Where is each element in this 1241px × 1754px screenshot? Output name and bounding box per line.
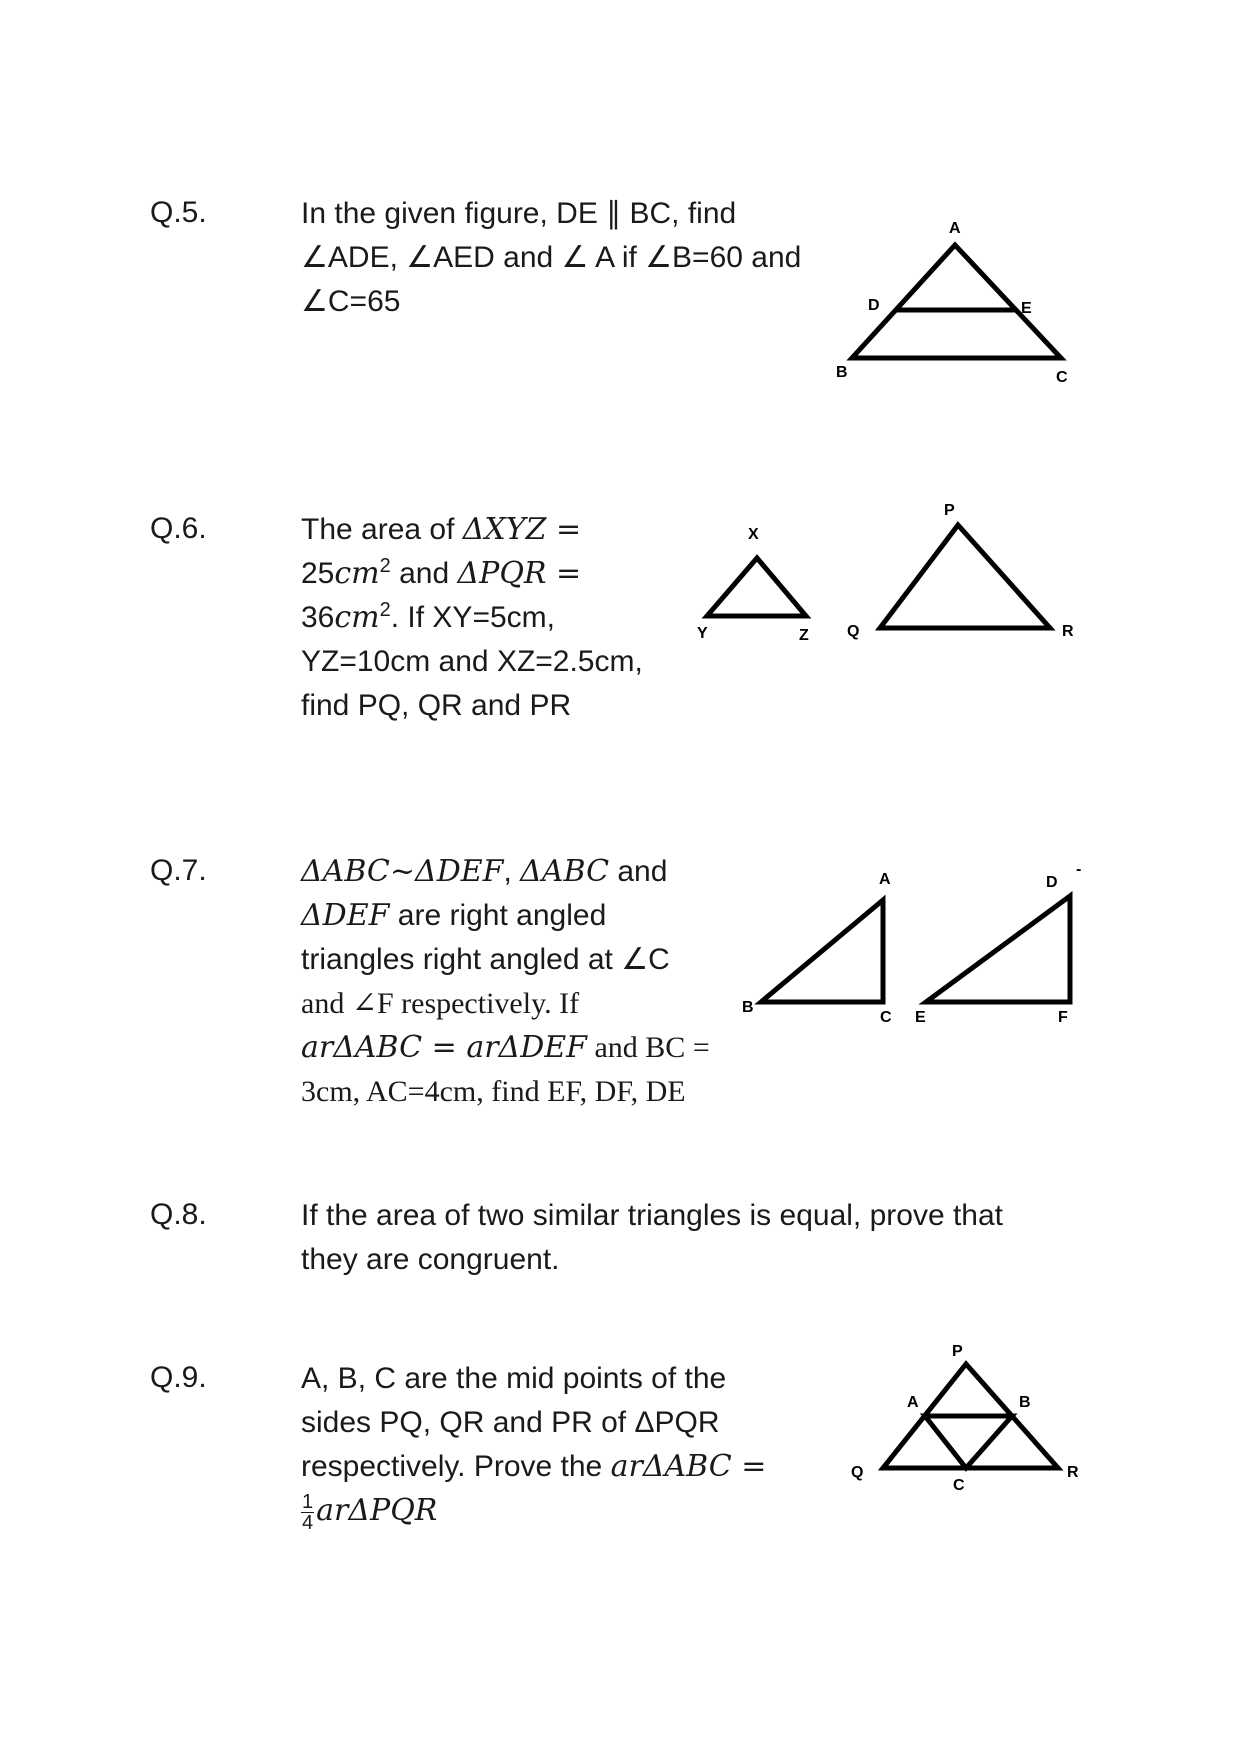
- q6-label-y: Y: [697, 625, 708, 642]
- q9-label-a: A: [907, 1394, 919, 1411]
- q7-line5-rest: and BC =: [586, 1031, 710, 1064]
- q6-area-xyz-exponent: 2: [379, 555, 391, 577]
- q7-label-a: A: [879, 871, 891, 888]
- q9-label-q: Q: [851, 1464, 864, 1481]
- q9-label-c: C: [953, 1477, 965, 1494]
- q9-label-r: R: [1067, 1464, 1079, 1481]
- question-number-9: Q.9.: [150, 1361, 207, 1394]
- q7-line1-triangle-abc: ΔABC: [520, 854, 610, 889]
- question-9-line-2: sides PQ, QR and PR of ΔPQR: [301, 1406, 720, 1439]
- question-5-line-1: In the given figure, DE ∥ BC, find: [301, 197, 737, 230]
- q9-area-pqr: arΔPQR: [316, 1493, 438, 1528]
- question-7-line-4: and ∠F respectively. If: [301, 987, 580, 1020]
- q6-line1-text: The area of: [301, 513, 463, 546]
- q7-similarity-statement: ΔABC~ΔDEF: [301, 854, 504, 889]
- q6-label-p: P: [944, 502, 955, 519]
- q9-area-abc: arΔABC =: [610, 1449, 767, 1484]
- question-8-line-1: If the area of two similar triangles is equal, prove that: [301, 1199, 1004, 1232]
- question-number-5: Q.5.: [150, 196, 207, 229]
- q7-label-f: F: [1058, 1009, 1068, 1026]
- q7-line1-rest: and: [609, 855, 668, 888]
- q7-tick-mark: -: [1076, 861, 1082, 878]
- question-7-line-6: 3cm, AC=4cm, find EF, DF, DE: [301, 1075, 686, 1108]
- q7-line2-rest: are right angled: [389, 899, 607, 932]
- q6-label-q: Q: [847, 623, 860, 640]
- q6-line3-rest: . If XY=5cm,: [390, 601, 555, 634]
- question-number-6: Q.6.: [150, 512, 207, 545]
- q6-area-xyz-unit: cm: [334, 556, 380, 591]
- q5-label-c: C: [1056, 369, 1068, 386]
- q7-label-e: E: [915, 1009, 926, 1026]
- q9-label-p: P: [952, 1343, 963, 1360]
- q7-label-b: B: [742, 999, 754, 1016]
- question-5-line-3: ∠C=65: [301, 285, 401, 318]
- q7-line2-triangle-def: ΔDEF: [301, 898, 390, 933]
- q9-fraction-denominator: 4: [302, 1511, 314, 1534]
- q5-label-b: B: [836, 364, 848, 381]
- question-8-line-2: they are congruent.: [301, 1243, 560, 1276]
- q9-line3-text: respectively. Prove the: [301, 1450, 611, 1483]
- q5-label-d: D: [868, 297, 880, 314]
- q9-triangle-abc-edge: [925, 1416, 1012, 1468]
- q9-label-b: B: [1019, 1394, 1031, 1411]
- q5-label-e: E: [1021, 300, 1032, 317]
- q6-label-r: R: [1062, 623, 1074, 640]
- q6-area-pqr-exponent: 2: [379, 599, 391, 621]
- question-5-line-2: ∠ADE, ∠AED and ∠ A if ∠B=60 and: [301, 241, 802, 274]
- q6-area-pqr-unit: cm: [334, 600, 380, 635]
- q6-label-z: Z: [799, 627, 809, 644]
- q7-area-equality: arΔABC = arΔDEF: [301, 1030, 587, 1065]
- q6-line2-math: ΔPQR =: [457, 556, 582, 591]
- q5-label-a: A: [949, 220, 961, 237]
- question-7-line-3: triangles right angled at ∠C: [301, 943, 670, 976]
- q7-label-d: D: [1046, 874, 1058, 891]
- q6-area-xyz-value: 25: [301, 557, 335, 590]
- q6-line1-math: ΔXYZ =: [462, 512, 582, 547]
- q7-label-c: C: [880, 1009, 892, 1026]
- q6-line2-and: and: [390, 557, 458, 590]
- question-number-7: Q.7.: [150, 854, 207, 887]
- question-6-line-5: find PQ, QR and PR: [301, 689, 572, 722]
- question-6-line-4: YZ=10cm and XZ=2.5cm,: [301, 645, 643, 678]
- q6-area-pqr-value: 36: [301, 601, 335, 634]
- q9-fraction-numerator: 1: [302, 1490, 314, 1513]
- question-9-line-1: A, B, C are the mid points of the: [301, 1362, 727, 1395]
- q7-line1-comma: ,: [503, 855, 521, 888]
- question-number-8: Q.8.: [150, 1198, 207, 1231]
- q6-label-x: X: [748, 526, 759, 543]
